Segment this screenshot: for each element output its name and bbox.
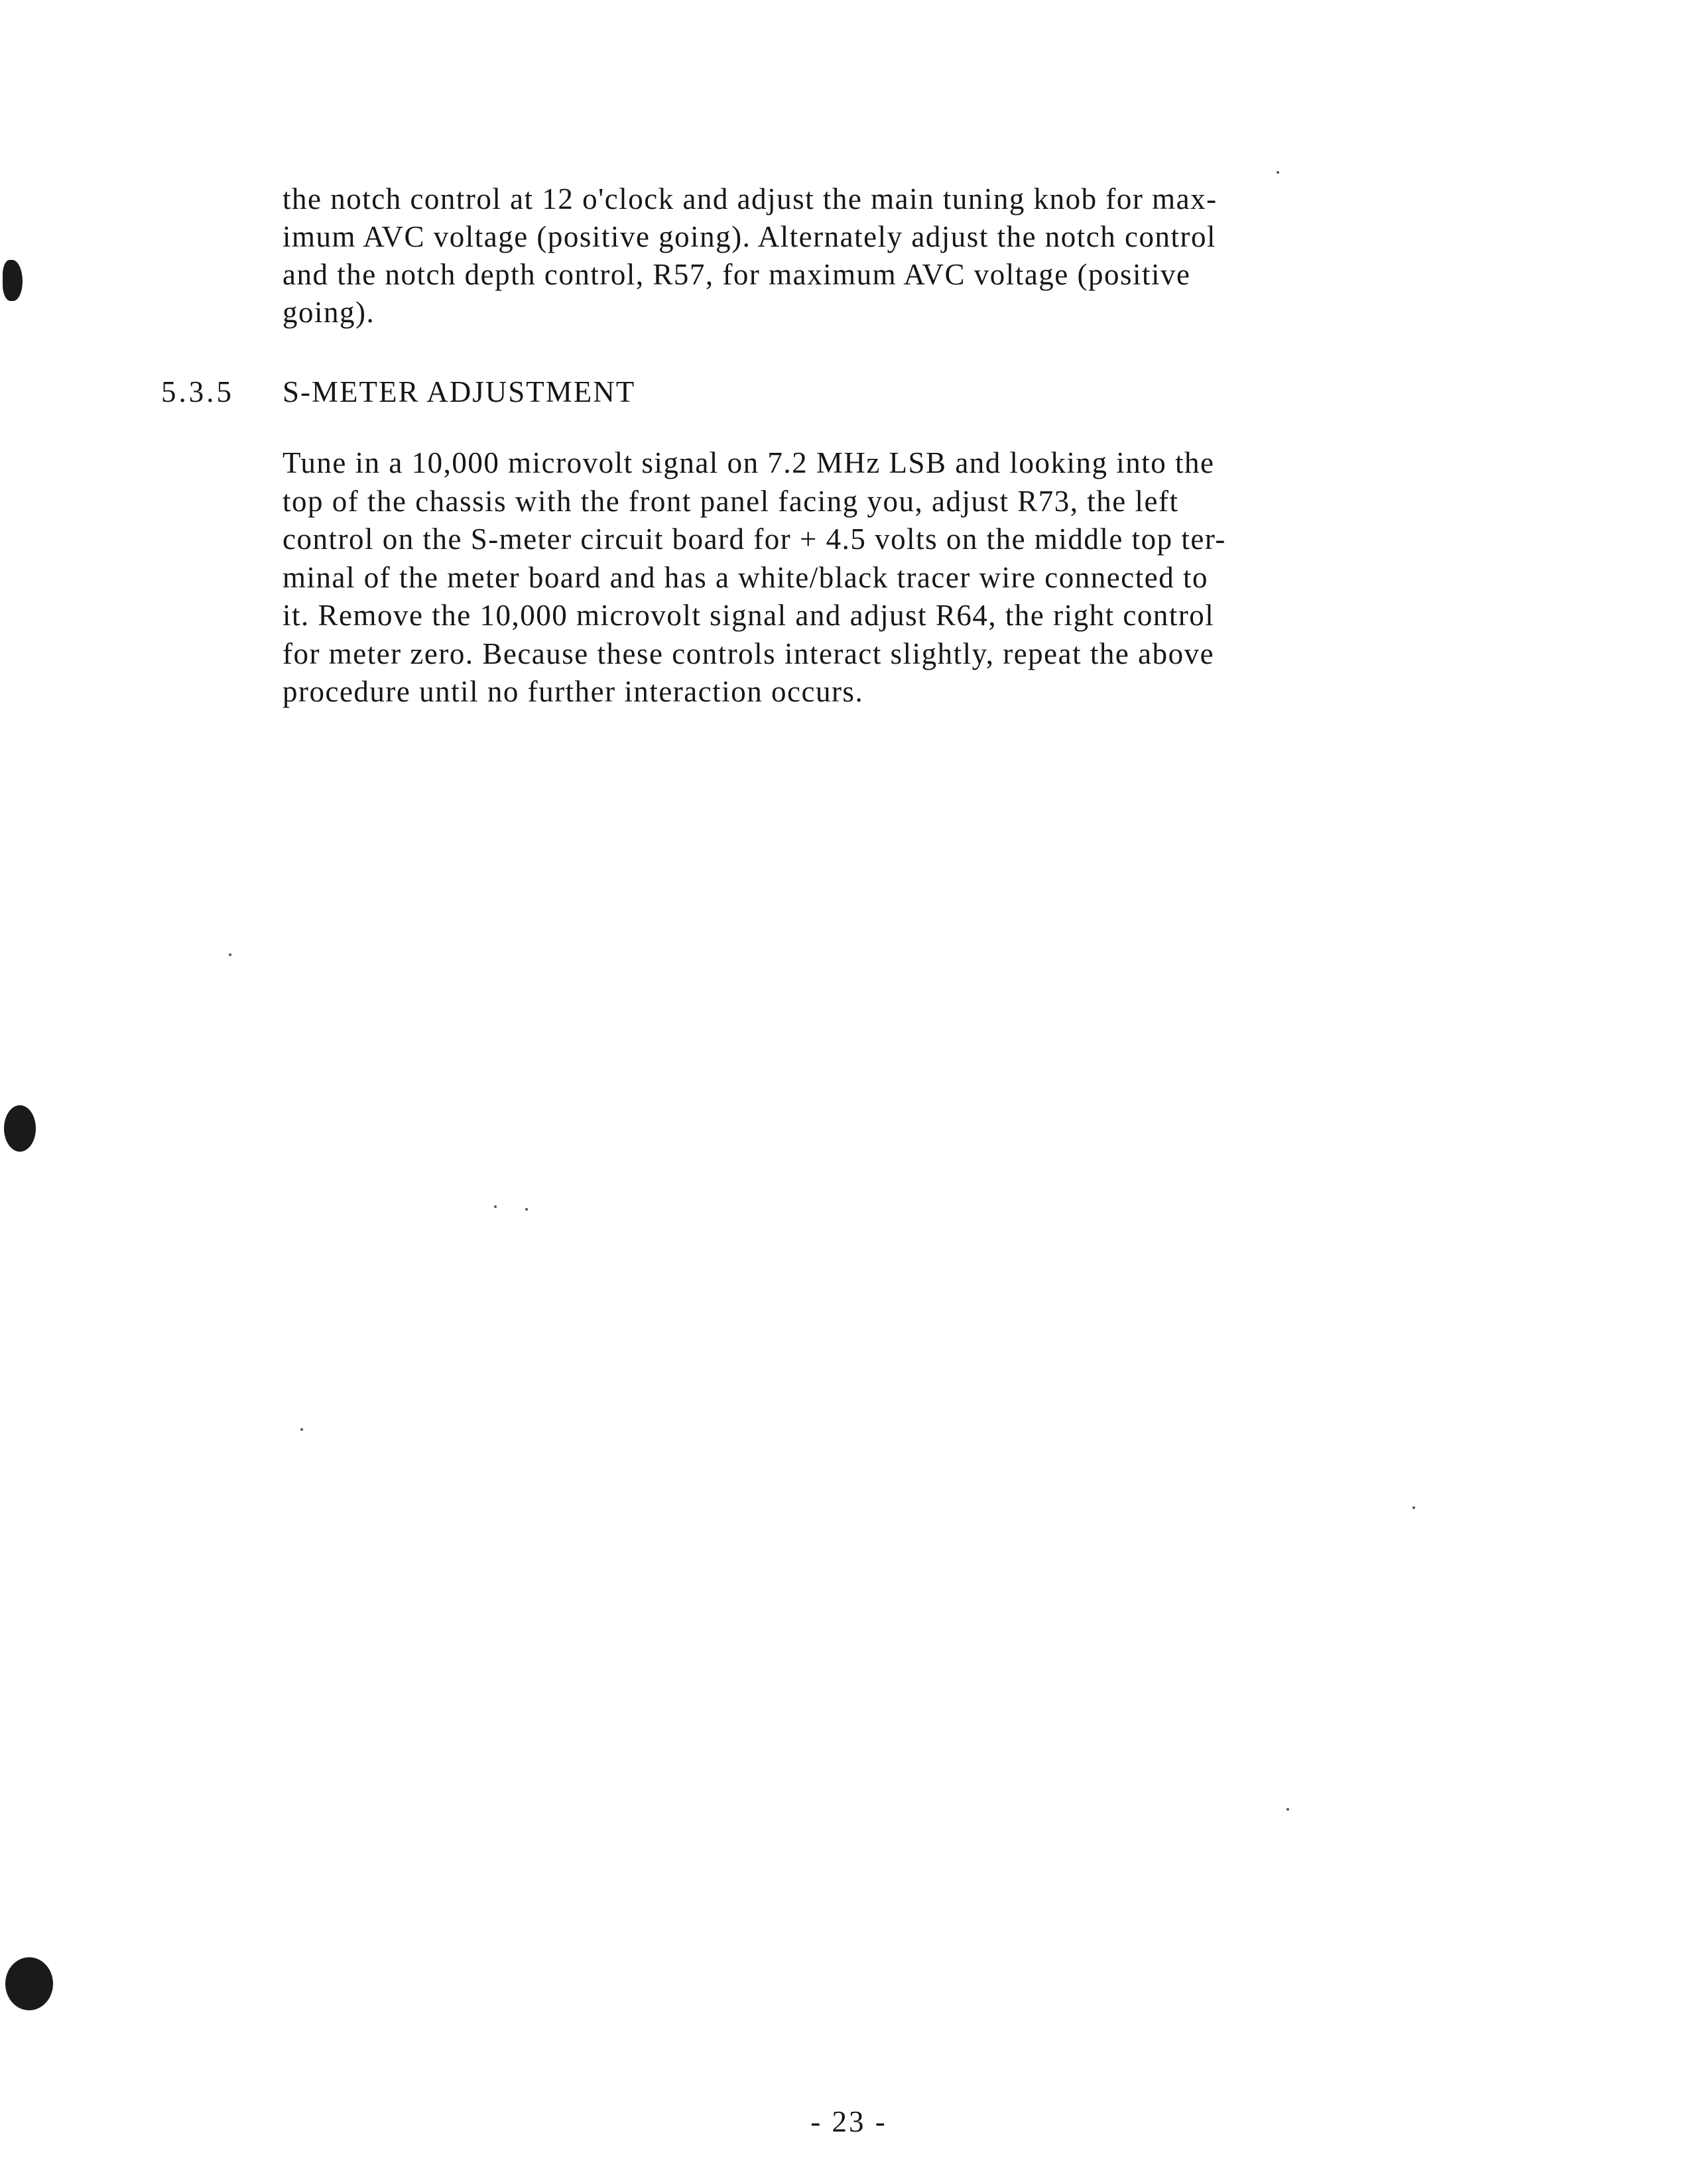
section-number: 5.3.5 xyxy=(161,375,234,408)
scan-speck xyxy=(229,953,231,956)
continuation-paragraph: the notch control at 12 o'clock and adjust the main tuning knob for max- imum AVC voltage (positive going). Alternately adjust the notch control and the notch depth control, R57, for maximum AVC voltage (positive going). xyxy=(282,182,1218,329)
punch-hole-mark xyxy=(3,260,23,301)
page-number: - 23 - xyxy=(810,2105,887,2138)
scan-speck xyxy=(525,1208,528,1211)
scan-speck xyxy=(300,1428,303,1431)
section-body-paragraph: Tune in a 10,000 microvolt signal on 7.2 MHz LSB and looking into the top of the chassis with the front panel facing you, adjust R73, the left control on the S-meter circuit board for + 4.5 volts on the middle top ter- minal of the meter board and has a white/black tracer wire connected to it. Remove the 10,000 microvolt signal and adjust R64, the right control for meter zero. Because these controls interact slightly, repeat the above procedure until no further interaction occurs. xyxy=(282,446,1226,708)
punch-hole-mark xyxy=(5,1957,53,2010)
punch-hole-mark xyxy=(4,1105,36,1152)
scan-speck xyxy=(494,1205,497,1208)
section-heading: S-METER ADJUSTMENT xyxy=(282,375,636,408)
scan-speck xyxy=(1286,1808,1289,1811)
scan-speck xyxy=(1277,171,1279,174)
scan-speck xyxy=(1412,1506,1415,1509)
